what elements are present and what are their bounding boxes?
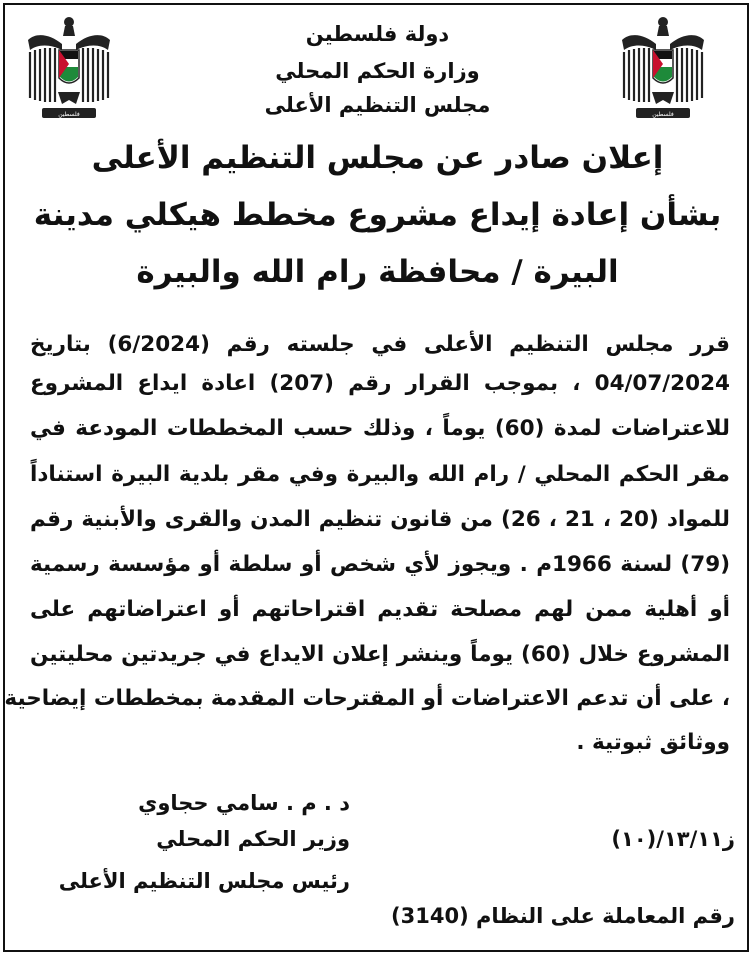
announcement-title-line-1: إعلان صادر عن مجلس التنظيم الأعلى [91, 140, 664, 176]
palestine-eagle-emblem-left [22, 14, 116, 122]
body-line-9: ، على أن تدعم الاعتراضات أو المقترحات المقدمة بمخططات إيضاحية [4, 686, 730, 711]
body-line-2: 04/07/2024 ، بموجب القرار رقم (207) اعادة ايداع المشروع [30, 371, 730, 396]
body-line-10: ووثائق ثبوتية . [576, 730, 730, 755]
body-line-8: المشروع خلال (60) يوماً وينشر إعلان الايداع في جريدتين محليتين [30, 642, 731, 667]
signatory-name: د . م . سامي حجاوي [138, 791, 350, 815]
transaction-number: رقم المعاملة على النظام (3140) [391, 904, 735, 928]
emblem-caption: فلسطين [652, 111, 674, 118]
palestine-eagle-emblem-right [616, 14, 710, 122]
signatory-position: وزير الحكم المحلي [156, 827, 350, 851]
body-line-7: أو أهلية ممن لهم مصلحة تقديم اقتراحاتهم أو اعتراضاتهم على [30, 597, 730, 622]
body-line-4: مقر الحكم المحلي / رام الله والبيرة وفي مقر بلدية البيرة استناداً [30, 462, 730, 487]
announcement-title-line-2: بشأن إعادة إيداع مشروع مخطط هيكلي مدينة [33, 197, 722, 233]
announcement-title-line-3: البيرة / محافظة رام الله والبيرة [136, 254, 619, 290]
signatory-role: رئيس مجلس التنظيم الأعلى [58, 869, 350, 893]
body-line-6: (79) لسنة 1966م . ويجوز لأي شخص أو سلطة أو مؤسسة رسمية [30, 552, 731, 577]
header-council: مجلس التنظيم الأعلى [264, 93, 491, 117]
header-ministry: وزارة الحكم المحلي [275, 59, 480, 83]
emblem-caption: فلسطين [58, 111, 80, 118]
header-state: دولة فلسطين [305, 22, 450, 46]
body-line-5: للمواد (20 ، 21 ، 26) من قانون تنظيم المدن والقرى والأبنية رقم [30, 507, 731, 532]
body-line-3: للاعتراضات لمدة (60) يوماً ، وذلك حسب المخططات المودعة في [30, 416, 731, 441]
body-line-1: قرر مجلس التنظيم الأعلى في جلسته رقم (6/2024) بتاريخ [30, 332, 730, 357]
reference-code: ز١٣/١١/(١٠) [611, 827, 735, 851]
